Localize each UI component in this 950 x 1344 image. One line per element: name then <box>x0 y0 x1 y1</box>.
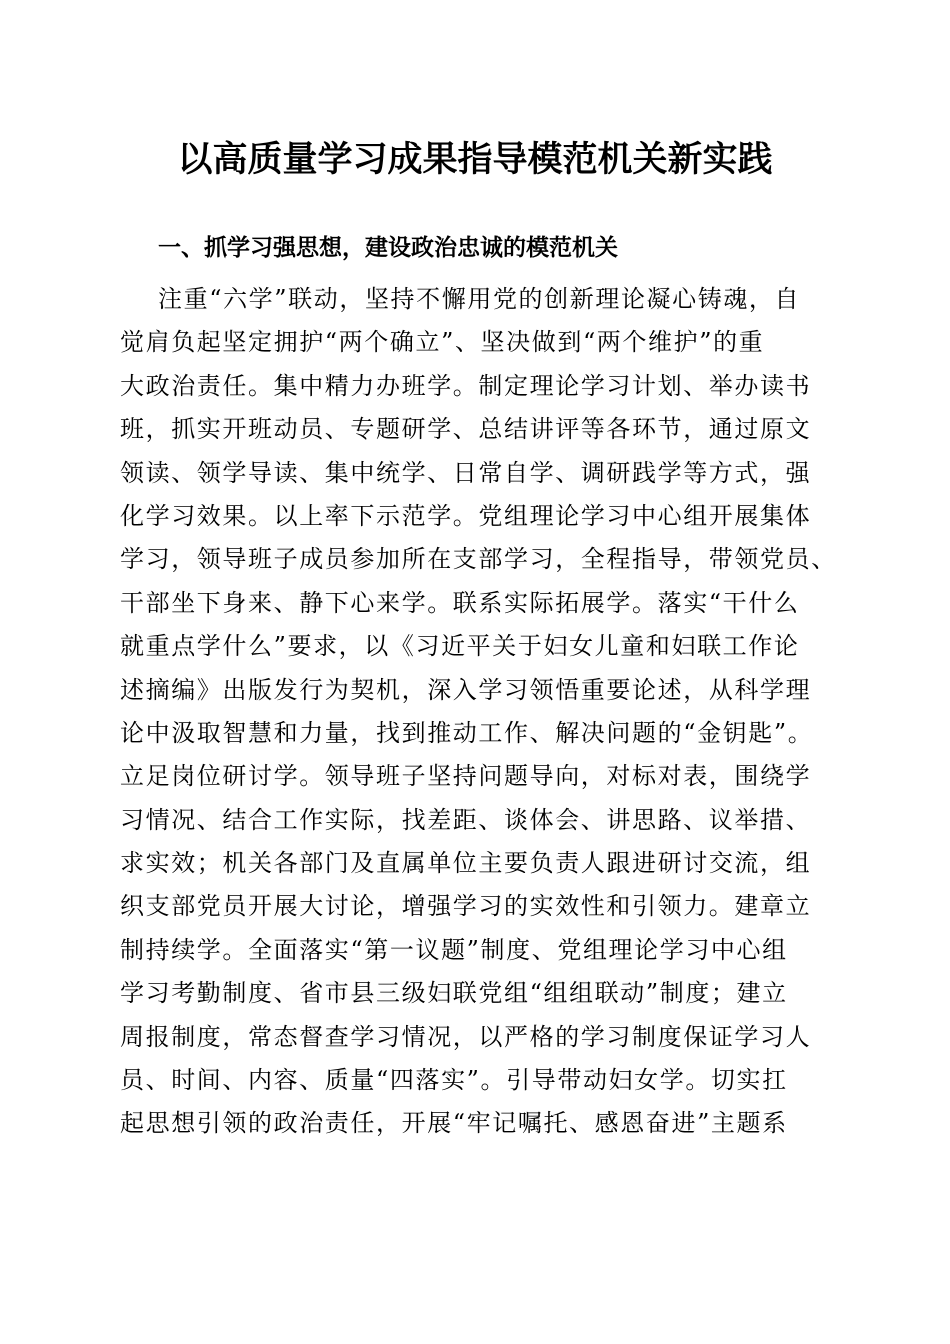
paragraph-line: 学习，领导班子成员参加所在支部学习，全程指导，带领党员、 <box>120 545 837 574</box>
paragraph-line: 班，抓实开班动员、专题研学、总结讲评等各环节，通过原文 <box>120 415 812 444</box>
paragraph-line: 制持续学。全面落实“第一议题”制度、党组理论学习中心组 <box>120 935 788 964</box>
paragraph-line: 员、时间、内容、质量“四落实”。引导带动妇女学。切实扛 <box>120 1066 788 1095</box>
paragraph-line: 就重点学什么”要求，以《习近平关于妇女儿童和妇联工作论 <box>120 632 800 661</box>
document-title: 以高质量学习成果指导模范机关新实践 <box>177 139 773 180</box>
paragraph-line: 习情况、结合工作实际，找差距、谈体会、讲思路、议举措、 <box>120 805 812 834</box>
section-heading: 一、抓学习强思想，建设政治忠诚的模范机关 <box>158 235 618 261</box>
paragraph-line: 领读、领学导读、集中统学、日常自学、调研践学等方式，强 <box>120 458 812 487</box>
paragraph-line: 觉肩负起坚定拥护“两个确立”、坚决做到“两个维护”的重 <box>120 328 765 357</box>
paragraph-line: 大政治责任。集中精力办班学。制定理论学习计划、举办读书 <box>120 371 812 400</box>
paragraph-line: 化学习效果。以上率下示范学。党组理论学习中心组开展集体 <box>120 501 812 530</box>
paragraph-line: 学习考勤制度、省市县三级妇联党组“组组联动”制度；建立 <box>120 979 788 1008</box>
paragraph-line: 注重“六学”联动，坚持不懈用党的创新理论凝心铸魂，自 <box>158 285 801 313</box>
paragraph-line: 立足岗位研讨学。领导班子坚持问题导向，对标对表，围绕学 <box>120 762 812 791</box>
paragraph-line: 周报制度，常态督查学习情况，以严格的学习制度保证学习人 <box>120 1022 812 1051</box>
paragraph-line: 述摘编》出版发行为契机，深入学习领悟重要论述，从科学理 <box>120 675 812 704</box>
paragraph-line: 织支部党员开展大讨论，增强学习的实效性和引领力。建章立 <box>120 892 812 921</box>
paragraph-line: 论中汲取智慧和力量，找到推动工作、解决问题的“金钥匙”。 <box>120 718 814 747</box>
body-paragraph <box>120 278 850 1146</box>
paragraph-line: 起思想引领的政治责任，开展“牢记嘱托、感恩奋进”主题系 <box>120 1109 788 1138</box>
paragraph-line: 求实效；机关各部门及直属单位主要负责人跟进研讨交流，组 <box>120 849 812 878</box>
paragraph-line: 干部坐下身来、静下心来学。联系实际拓展学。落实“干什么 <box>120 588 800 617</box>
